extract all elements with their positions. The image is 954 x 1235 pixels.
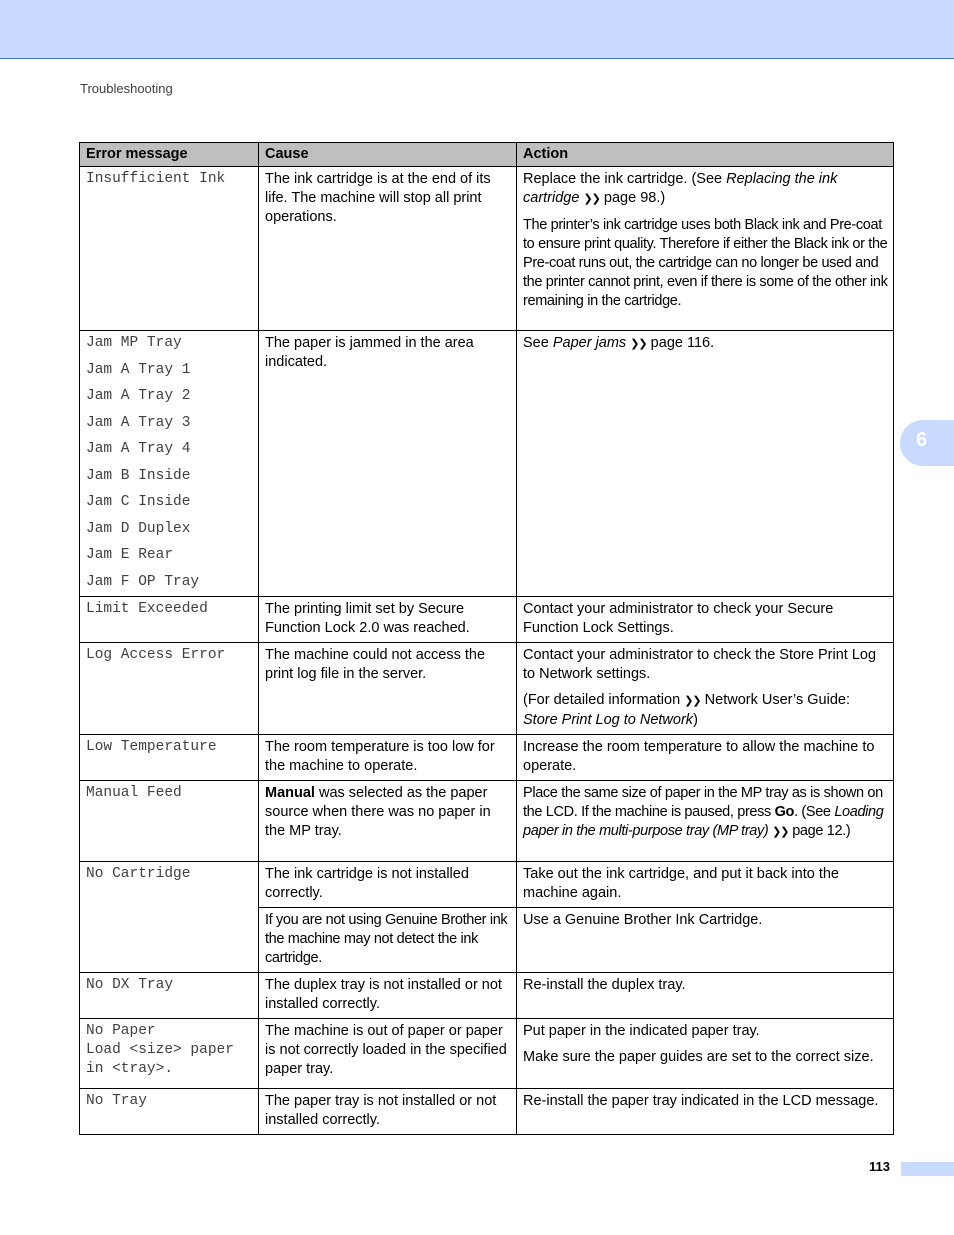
error-message: Insufficient Ink xyxy=(80,167,259,331)
cause-cell: The paper is jammed in the area indicated. xyxy=(259,331,517,597)
table-row xyxy=(80,861,894,907)
action-paragraph: Make sure the paper guides are set to the correct size. xyxy=(523,1048,874,1065)
error-message-table xyxy=(79,142,894,1135)
table-row xyxy=(80,1088,894,1134)
page-number: 113 xyxy=(869,1159,890,1174)
cause-cell: The ink cartridge is not installed correctly. xyxy=(259,861,517,907)
error-message: Jam A Tray 4 xyxy=(86,441,191,457)
action-cell: Increase the room temperature to allow the machine to operate. xyxy=(517,734,894,780)
error-message-list xyxy=(80,1018,259,1088)
cross-reference-link[interactable]: Replacing the ink cartridge xyxy=(523,171,838,206)
chapter-number: 6 xyxy=(916,429,928,451)
table-row xyxy=(80,167,894,331)
column-header-action: Action xyxy=(517,143,894,167)
cross-reference-link[interactable]: Loading paper in the multi-purpose tray (MP tray) xyxy=(523,803,884,839)
table-row xyxy=(80,642,894,734)
action-paragraph: Put paper in the indicated paper tray. xyxy=(523,1022,760,1039)
error-message: Jam A Tray 2 xyxy=(86,388,191,404)
table-row xyxy=(80,734,894,780)
action-paragraph: Replace the ink cartridge. (See Replacing the ink cartridge ❯❯ page 98.) xyxy=(523,171,838,206)
error-message: Jam D Duplex xyxy=(86,520,191,537)
action-cell: Use a Genuine Brother Ink Cartridge. xyxy=(517,907,894,972)
double-arrow-icon: ❯❯ xyxy=(772,825,789,838)
go-key-label: Go xyxy=(774,803,795,820)
error-message: Load <size> paper xyxy=(86,1041,234,1058)
cause-cell: The machine could not access the print log file in the server. xyxy=(259,642,517,734)
double-arrow-icon: ❯❯ xyxy=(684,694,701,707)
column-header-cause: Cause xyxy=(259,143,517,167)
error-message: Jam F OP Tray xyxy=(86,573,200,590)
table-row xyxy=(80,331,894,597)
table-row xyxy=(80,596,894,642)
error-message: Jam A Tray 3 xyxy=(86,414,191,431)
error-message: Jam C Inside xyxy=(86,494,191,510)
section-title: Troubleshooting xyxy=(80,81,173,96)
action-paragraph: Contact your administrator to check the Store Print Log to Network settings. xyxy=(523,646,877,682)
error-message: No Paper xyxy=(86,1022,156,1039)
action-cell: Re-install the paper tray indicated in the LCD message. xyxy=(517,1088,894,1134)
cause-cell: The printing limit set by Secure Function Lock 2.0 was reached. xyxy=(259,596,517,642)
header-band xyxy=(0,0,954,59)
error-message: Low Temperature xyxy=(80,734,259,780)
error-message: No Tray xyxy=(80,1088,259,1134)
error-message: No DX Tray xyxy=(80,972,259,1018)
error-message: Limit Exceeded xyxy=(80,596,259,642)
action-paragraph: The printer’s ink cartridge uses both Black ink and Pre-coat to ensure print quality. Therefore if either the Black ink or the Pre-coat runs out, the cartridge can no longer be used and the printer cannot print, even if there is some of the other ink remaining in the cartridge. xyxy=(523,217,888,309)
cause-cell: If you are not using Genuine Brother ink the machine may not detect the ink cartridge. xyxy=(259,907,517,972)
column-header-error-message: Error message xyxy=(80,143,259,167)
double-arrow-icon: ❯❯ xyxy=(630,338,647,350)
cause-cell: The paper tray is not installed or not installed correctly. xyxy=(259,1088,517,1134)
action-cell xyxy=(517,642,894,734)
page-number-bar xyxy=(901,1162,954,1176)
cause-cell: The duplex tray is not installed or not installed correctly. xyxy=(259,972,517,1018)
action-cell: Place the same size of paper in the MP tray as is shown on the LCD. If the machine is paused, press Go. (See Loading paper in the multi-purpose tray (MP tray) ❯❯ page 12.) xyxy=(517,780,894,861)
double-arrow-icon: ❯❯ xyxy=(583,193,600,205)
action-cell: See Paper jams ❯❯ page 116. xyxy=(517,331,894,597)
menu-setting-name: Manual xyxy=(265,784,315,801)
error-message-list xyxy=(80,331,259,597)
chapter-tab[interactable] xyxy=(900,420,954,466)
error-message: No Cartridge xyxy=(80,861,259,972)
table-row xyxy=(80,780,894,861)
error-message: Jam A Tray 1 xyxy=(86,361,191,378)
action-paragraph: (For detailed information ❯❯ Network User’s Guide: Store Print Log to Network) xyxy=(523,691,850,728)
cross-reference-link[interactable]: Store Print Log to Network xyxy=(523,711,694,728)
error-message: Jam MP Tray xyxy=(86,335,182,351)
error-message: Jam B Inside xyxy=(86,467,191,484)
cause-cell: The ink cartridge is at the end of its life. The machine will stop all print operations. xyxy=(259,167,517,331)
error-message: in <tray>. xyxy=(86,1060,174,1077)
error-message: Log Access Error xyxy=(80,642,259,734)
action-cell: Take out the ink cartridge, and put it back into the machine again. xyxy=(517,861,894,907)
table-row xyxy=(80,972,894,1018)
cause-cell: Manual was selected as the paper source when there was no paper in the MP tray. xyxy=(259,780,517,861)
table-header-row xyxy=(80,143,894,167)
table-row xyxy=(80,1018,894,1088)
cross-reference-link[interactable]: Paper jams xyxy=(552,335,627,351)
action-cell: Contact your administrator to check your Secure Function Lock Settings. xyxy=(517,596,894,642)
error-message: Manual Feed xyxy=(80,780,259,861)
action-cell xyxy=(517,167,894,331)
action-cell: Re-install the duplex tray. xyxy=(517,972,894,1018)
cause-cell: The machine is out of paper or paper is not correctly loaded in the specified paper tray. xyxy=(259,1018,517,1088)
error-message: Jam E Rear xyxy=(86,547,174,563)
action-cell xyxy=(517,1018,894,1088)
cause-cell: The room temperature is too low for the machine to operate. xyxy=(259,734,517,780)
